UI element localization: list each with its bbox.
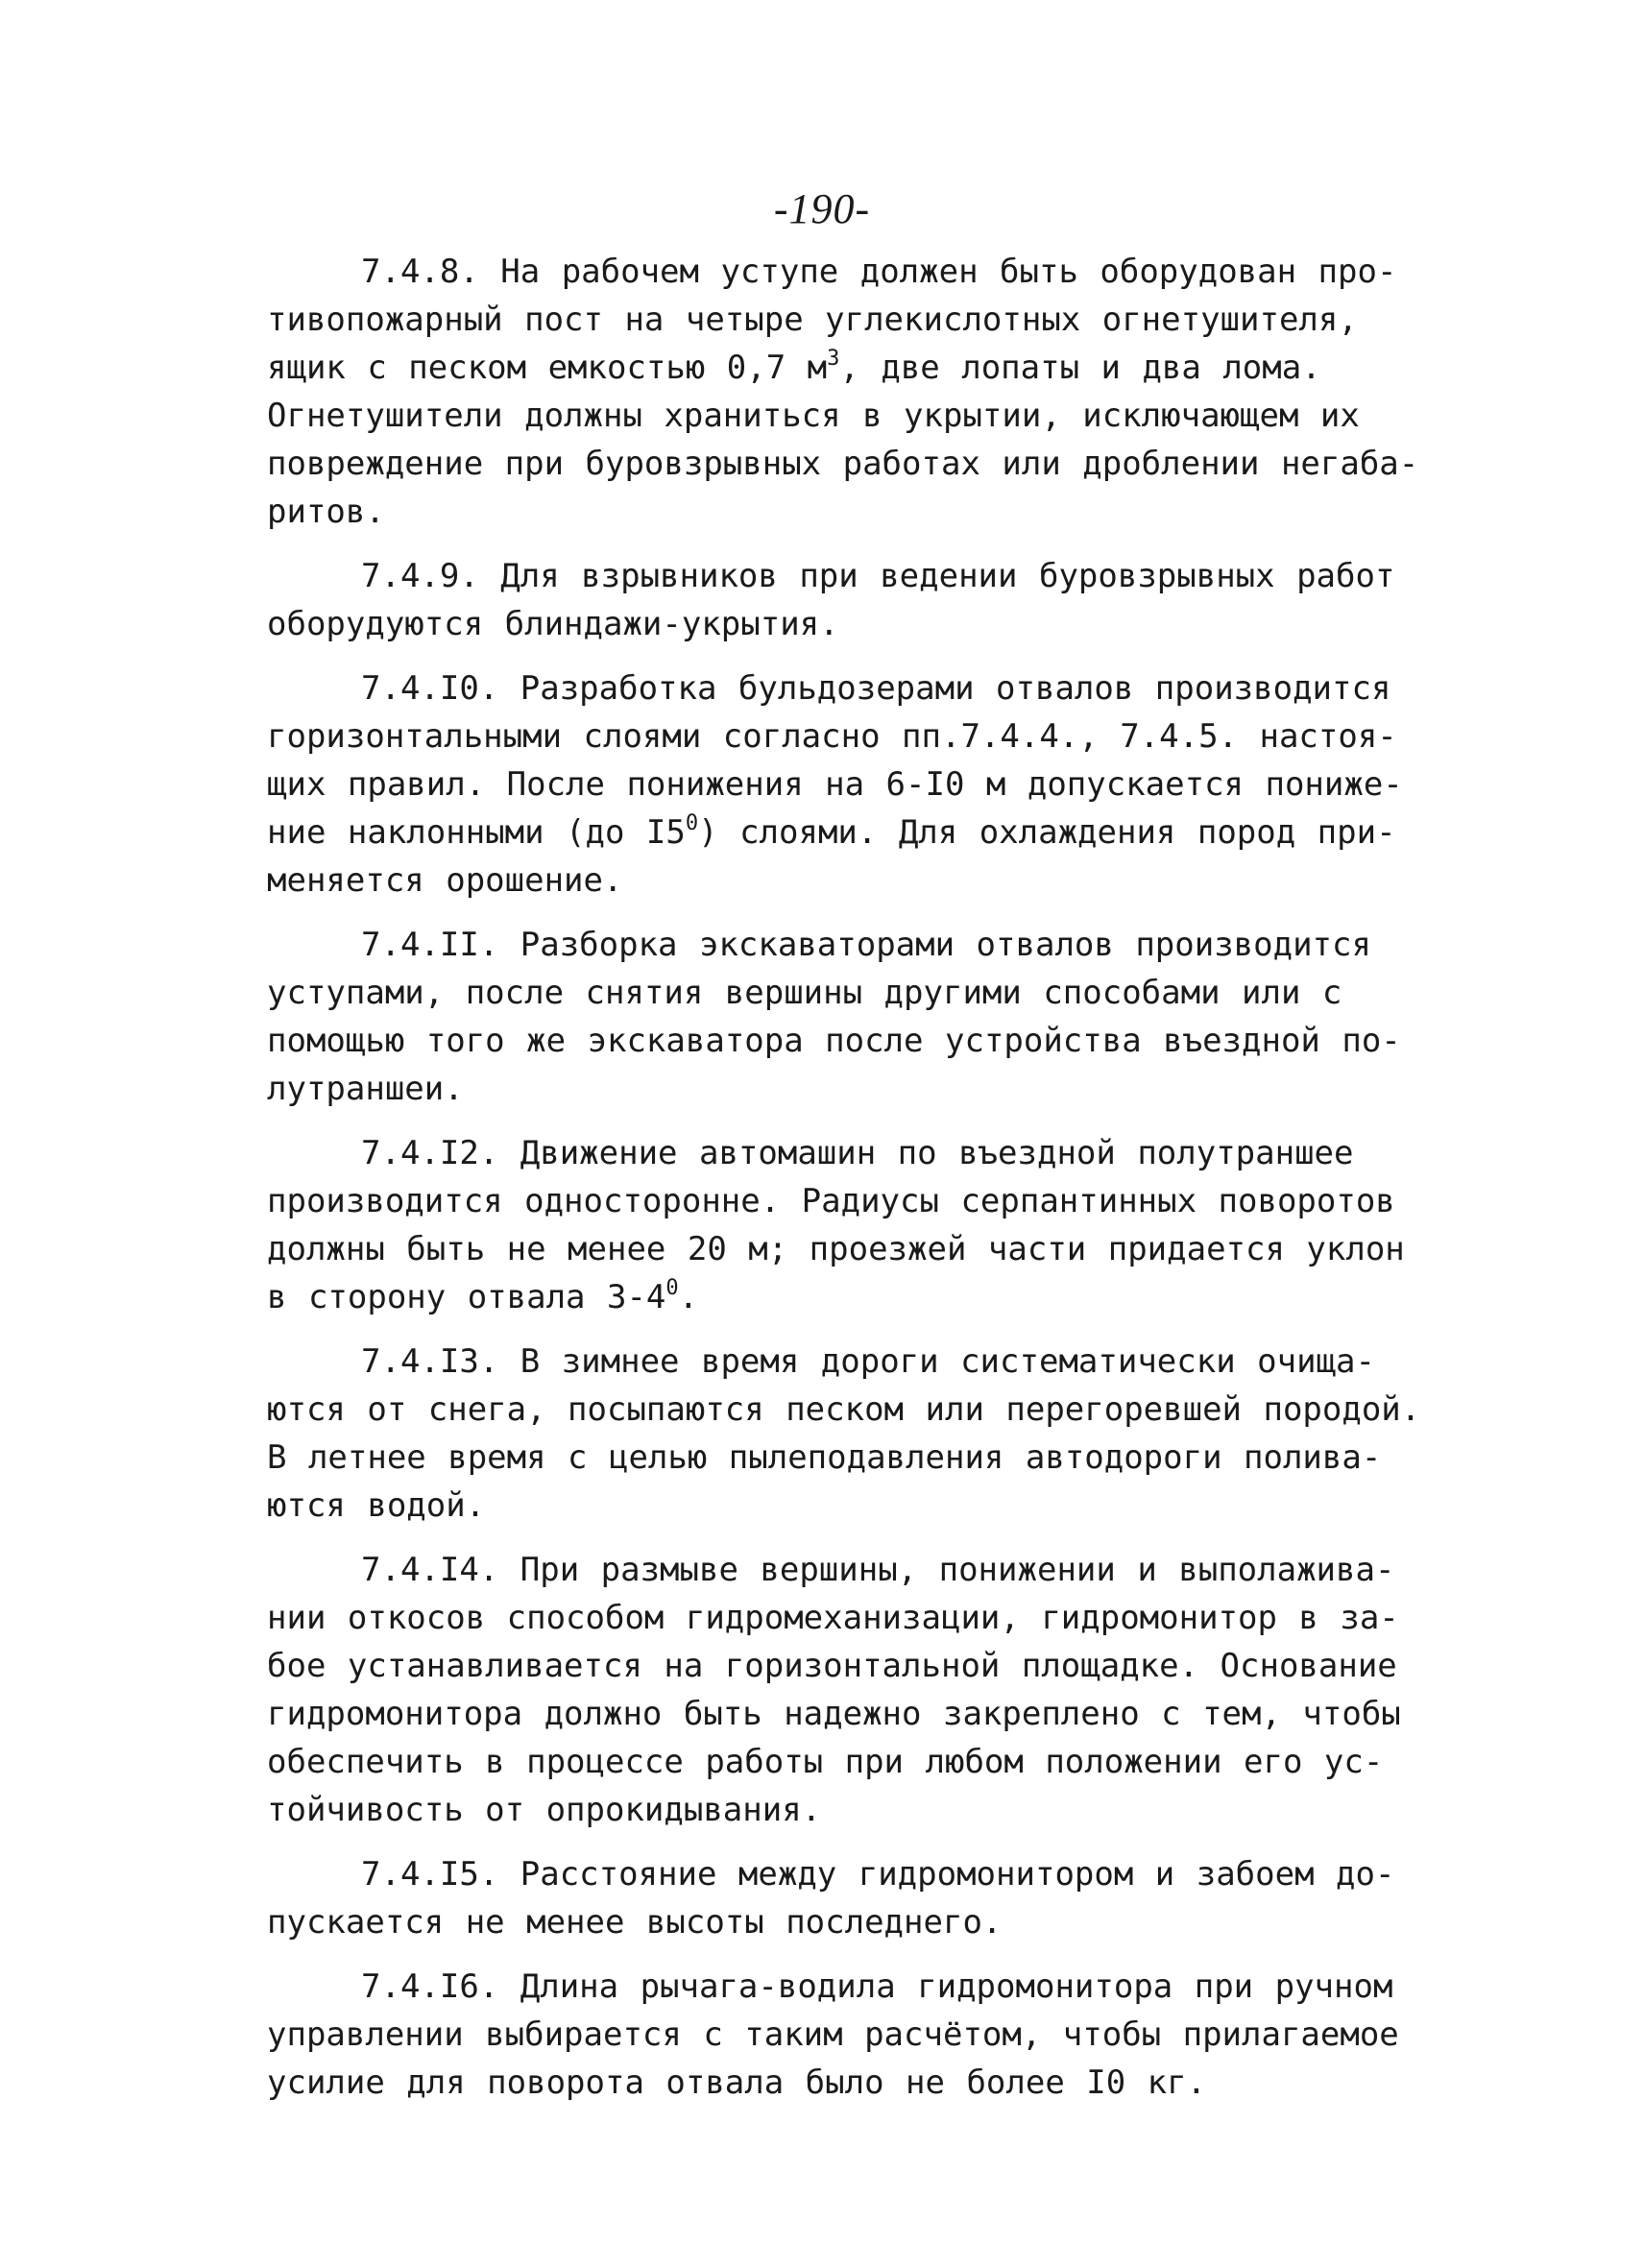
text-fragment: в сторону отвала 3-4: [267, 1278, 666, 1316]
text-line: ются от снега, посыпаются песком или перегоревшей породой.: [267, 1390, 1421, 1429]
text-line: 7.4.8. На рабочем уступе должен быть оборудован про-: [361, 253, 1397, 291]
text-line: В летнее время с целью пылеподавления автодороги полива-: [267, 1438, 1382, 1477]
text-line: должны быть не менее 20 м; проезжей части придается уклон: [267, 1230, 1405, 1268]
text-fragment: ящик с песком емкостью 0,7 м: [267, 349, 828, 387]
text-line: уступами, после снятия вершины другими способами или с: [267, 974, 1342, 1012]
text-line: 7.4.II. Разборка экскаваторами отвалов производится: [361, 926, 1371, 964]
text-line: ются водой.: [267, 1486, 486, 1525]
paragraph-7-4-10: [267, 664, 1403, 905]
text-line: лутраншеи.: [267, 1070, 464, 1108]
paragraph-7-4-14: [267, 1546, 1401, 1834]
text-line: 7.4.I4. При размыве вершины, понижении и выполажива-: [361, 1551, 1395, 1589]
text-line: [267, 344, 1381, 392]
text-line: управлении выбирается с таким расчётом, чтобы прилагаемое: [267, 2015, 1399, 2054]
text-line: нии откосов способом гидромеханизации, гидромонитор в за-: [267, 1599, 1399, 1637]
text-line: тивопожарный пост на четыре углекислотных огнетушителя,: [267, 301, 1358, 339]
text-fragment: , две лопаты и два лома.: [839, 349, 1321, 387]
superscript: 0: [665, 1276, 679, 1300]
paragraph-7-4-16: [267, 1963, 1399, 2107]
paragraph-7-4-11: [267, 921, 1401, 1113]
text-line: 7.4.I6. Длина рычага-водила гидромонитора при ручном: [361, 1967, 1393, 2006]
text-line: 7.4.I0. Разработка бульдозерами отвалов производится: [361, 669, 1391, 708]
superscript: 3: [827, 347, 840, 371]
text-line: меняется орошение.: [267, 861, 623, 900]
text-line: 7.4.9. Для взрывников при ведении буровзрывных работ: [361, 557, 1395, 595]
text-line: пускается не менее высоты последнего.: [267, 1903, 1003, 1942]
text-line: [267, 1273, 1381, 1321]
text-line: Огнетушители должны храниться в укрытии, исключающем их: [267, 397, 1360, 435]
page-number: -190-: [773, 185, 871, 232]
text-line: оборудуются блиндажи-укрытия.: [267, 605, 839, 643]
text-line: усилие для поворота отвала было не более I0 кг.: [267, 2063, 1207, 2102]
paragraph-7-4-12: [267, 1129, 1405, 1321]
regulations-text: [267, 248, 1421, 2123]
text-line: бое устанавливается на горизонтальной площадке. Основание: [267, 1647, 1397, 1685]
paragraph-7-4-8: [267, 248, 1419, 536]
text-fragment: .: [678, 1278, 699, 1316]
text-line: [267, 808, 1396, 857]
paragraph-7-4-9: [267, 552, 1395, 648]
text-fragment: ние наклонными (до I5: [267, 813, 686, 852]
text-line: производится односторонне. Радиусы серпантинных поворотов: [267, 1182, 1395, 1220]
text-line: помощью того же экскаватора после устройства въездной по-: [267, 1022, 1401, 1060]
text-line: горизонтальными слоями согласно пп.7.4.4., 7.4.5. настоя-: [267, 717, 1397, 756]
text-line: тойчивость от опрокидывания.: [267, 1791, 822, 1829]
superscript: 0: [685, 811, 699, 835]
text-fragment: ) слоями. Для охлаждения пород при-: [698, 813, 1396, 852]
text-line: повреждение при буровзрывных работах или дроблении негаба-: [267, 445, 1419, 483]
text-line: ритов.: [267, 493, 385, 531]
text-line: обеспечить в процессе работы при любом положении его ус-: [267, 1743, 1384, 1781]
text-line: 7.4.I2. Движение автомашин по въездной полутраншее: [361, 1134, 1354, 1172]
paragraph-7-4-15: [267, 1850, 1395, 1946]
text-line: щих правил. После понижения на 6-I0 м допускается пониже-: [267, 765, 1403, 804]
text-line: 7.4.I3. В зимнее время дороги систематически очища-: [361, 1342, 1375, 1381]
paragraph-7-4-13: [267, 1338, 1421, 1530]
text-line: 7.4.I5. Расстояние между гидромонитором и забоем до-: [361, 1855, 1395, 1894]
text-line: гидромонитора должно быть надежно закреплено с тем, чтобы: [267, 1695, 1401, 1733]
